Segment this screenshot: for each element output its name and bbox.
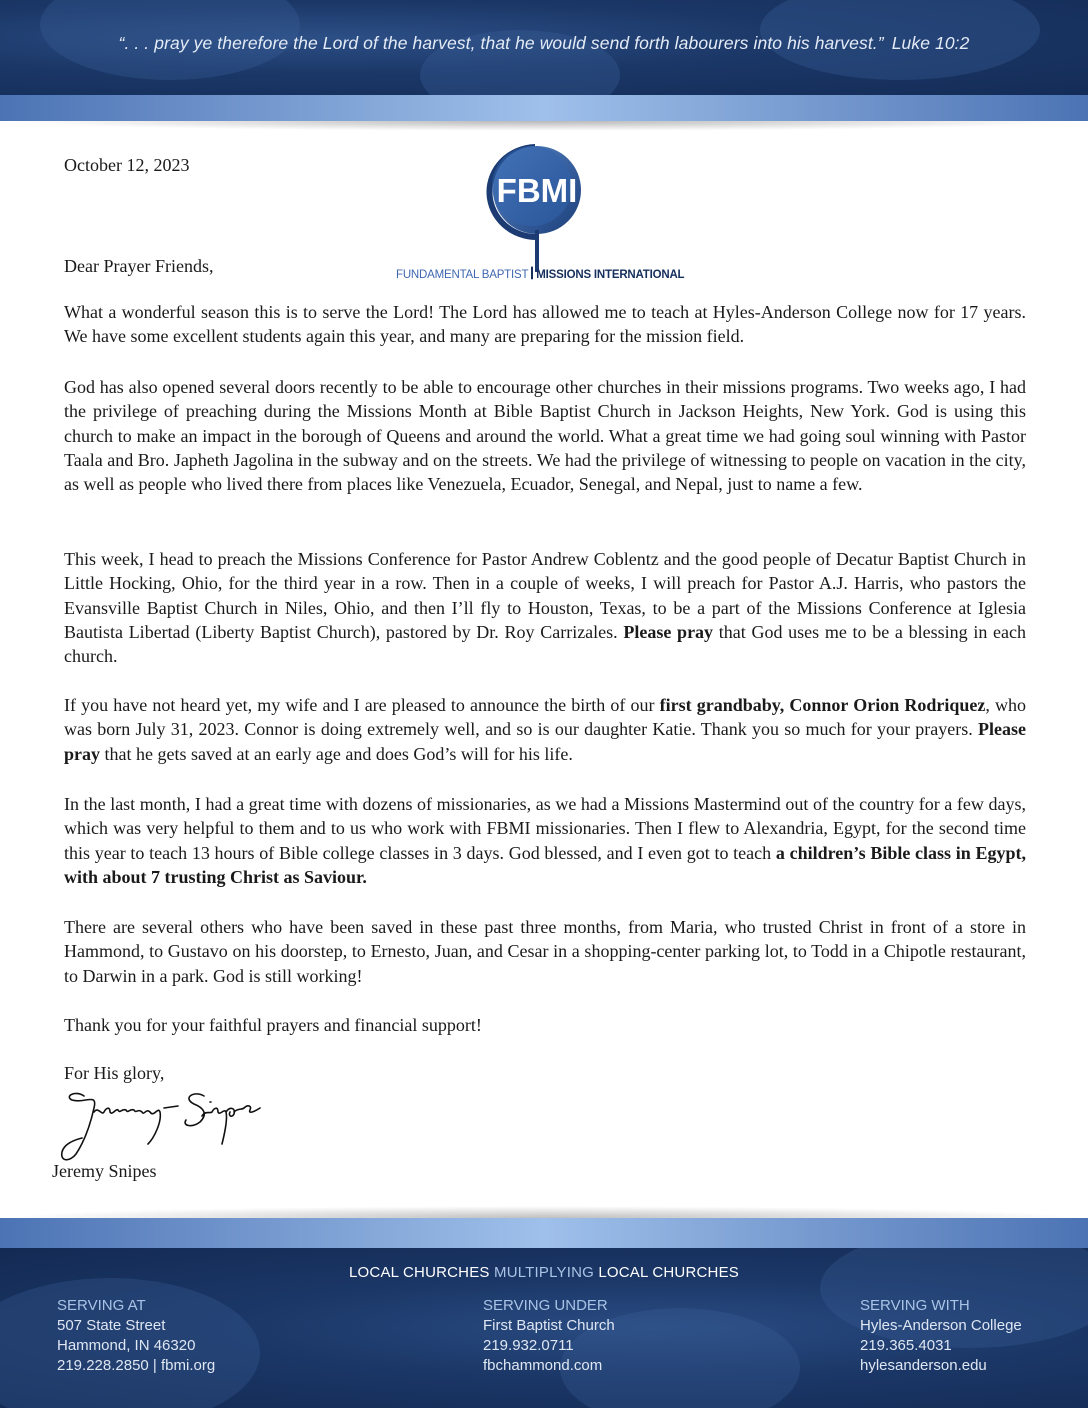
bold-text-run: Please pray [64,719,1026,764]
tagline-part: LOCAL CHURCHES [349,1264,494,1281]
header-stripe [0,95,1088,121]
paragraph-6 [64,915,1026,988]
footer-college-name: Hyles-Anderson College [860,1317,1022,1334]
footer-phone: 219.932.0711 [483,1337,574,1354]
footer-heading: SERVING UNDER [483,1297,608,1314]
footer-heading: SERVING WITH [860,1297,970,1314]
footer-website: fbchammond.com [483,1357,603,1374]
header-shadow [0,121,1088,131]
paragraph-text: What a wonderful season this is to serve the Lord! The Lord has allowed me to teach at Hyles-Anderson College now for 17 years. We have some excellent students again this year, and many are preparing for the mission field. [64,302,1026,347]
footer-serving-under [483,1296,615,1376]
paragraph-text [64,792,1026,889]
tagline-highlight: MULTIPLYING [494,1264,594,1281]
paragraph-3 [64,547,1026,668]
footer-serving-at [57,1296,215,1376]
paragraph-1 [64,300,1026,349]
text-run: that God uses me to be a blessing in each church. [64,621,1026,667]
footer-phone: 219.365.4031 [860,1337,952,1354]
footer-contact: 219.228.2850 | fbmi.org [57,1357,216,1374]
footer-stripe [0,1218,1088,1248]
logo-mark-text: FBMI [496,172,578,209]
footer-shadow [0,1206,1088,1218]
text-run: In the last month, I had a great time with dozens of missionaries, as we had a Missions Mastermind out of the country for a few days, which was very helpful to them and to us who work with FBMI missionaries. Then I flew to Alexandria, Egypt, for the second time this year to teach 13 hours of Bible college classes in 3 days. God blessed, and I even got to teach [64,794,1026,863]
footer-church-name: First Baptist Church [483,1317,615,1334]
signature-name: Jeremy Snipes [52,1161,157,1181]
footer-website: hylesanderson.edu [860,1357,987,1374]
paragraph-text: Thank you for your faithful prayers and financial support! [64,1015,482,1035]
paragraph-text: God has also opened several doors recently to be able to encourage other churches in their missions programs. Two weeks ago, I had the privilege of preaching during the Missions Month at Bible Baptist Church in Jackson Heights, New York. God is using this church to make an impact in the borough of Queens and around the world. What a great time we had going soul winning with Pastor Taala and Bro. Japheth Jagolina in the subway and on the streets. We had the privilege of witnessing to people on vacation in the city, as well as people who lived there from places like Venezuela, Ecuador, Senegal, and Nepal, just to name a few. [64,377,1026,495]
letter-closing: For His glory, [64,1063,165,1083]
paragraph-7 [64,1013,1026,1037]
paragraph-text [64,693,1026,766]
logo-name-part2: MISSIONS INTERNATIONAL [536,268,685,282]
letter-greeting: Dear Prayer Friends, [64,256,214,276]
text-run: If you have not heard yet, my wife and I are pleased to announce the birth of our [64,695,660,715]
scripture-reference: Luke 10:2 [891,33,970,53]
bold-text-run: first grandbaby, Connor Orion Rodriquez [659,695,986,715]
logo-name-part1: FUNDAMENTAL BAPTIST [396,268,529,282]
header-banner [0,0,1088,95]
text-run: , who was born July 31, 2023. Connor is doing extremely well, and so is our daughter Katie. Thank you so much for your prayers. [64,695,1026,740]
footer-city: Hammond, IN 46320 [57,1337,196,1354]
paragraph-5 [64,792,1026,889]
letter-date: October 12, 2023 [64,155,190,175]
footer-tagline [0,1264,1088,1281]
footer-banner [0,1248,1088,1408]
paragraph-text: There are several others who have been saved in these past three months, from Maria, who trusted Christ in front of a store in Hammond, to Gustavo on his doorstep, to Ernesto, Juan, and Cesar in a shopping-center parking lot, to Todd in a Chipotle restaurant, to Darwin in a park. God is still working! [64,917,1026,986]
footer-serving-with [860,1296,1022,1376]
footer-address: 507 State Street [57,1317,166,1334]
text-run: that he gets saved at an early age and does God’s will for his life. [100,743,573,764]
text-run: This week, I head to preach the Missions Conference for Pastor Andrew Coblentz and the good people of Decatur Baptist Church in Little Hocking, Ohio, for the third year in a row. Then in a couple of weeks, I will preach for Pastor A.J. Harris, who pastors the Evansville Baptist Church in Niles, Ohio, and then I’ll fly to Houston, Texas, to be a part of the Missions Conference at Iglesia Bautista Libertad (Liberty Baptist Church), pastored by Dr. Roy Carrizales. [64,549,1026,642]
paragraph-4 [64,693,1026,766]
bold-text-run: Please pray [623,621,714,642]
scripture-text: “. . . pray ye therefore the Lord of the harvest, that he would send forth labourers into his harvest.” [118,33,884,53]
paragraph-2 [64,375,1026,496]
tagline-part: LOCAL CHURCHES [594,1264,739,1281]
footer-heading: SERVING AT [57,1297,146,1314]
bold-text-run: a children’s Bible class in Egypt, with about 7 trusting Christ as Saviour. [64,842,1026,887]
paragraph-text [64,547,1026,668]
scripture-quote [0,33,1088,54]
